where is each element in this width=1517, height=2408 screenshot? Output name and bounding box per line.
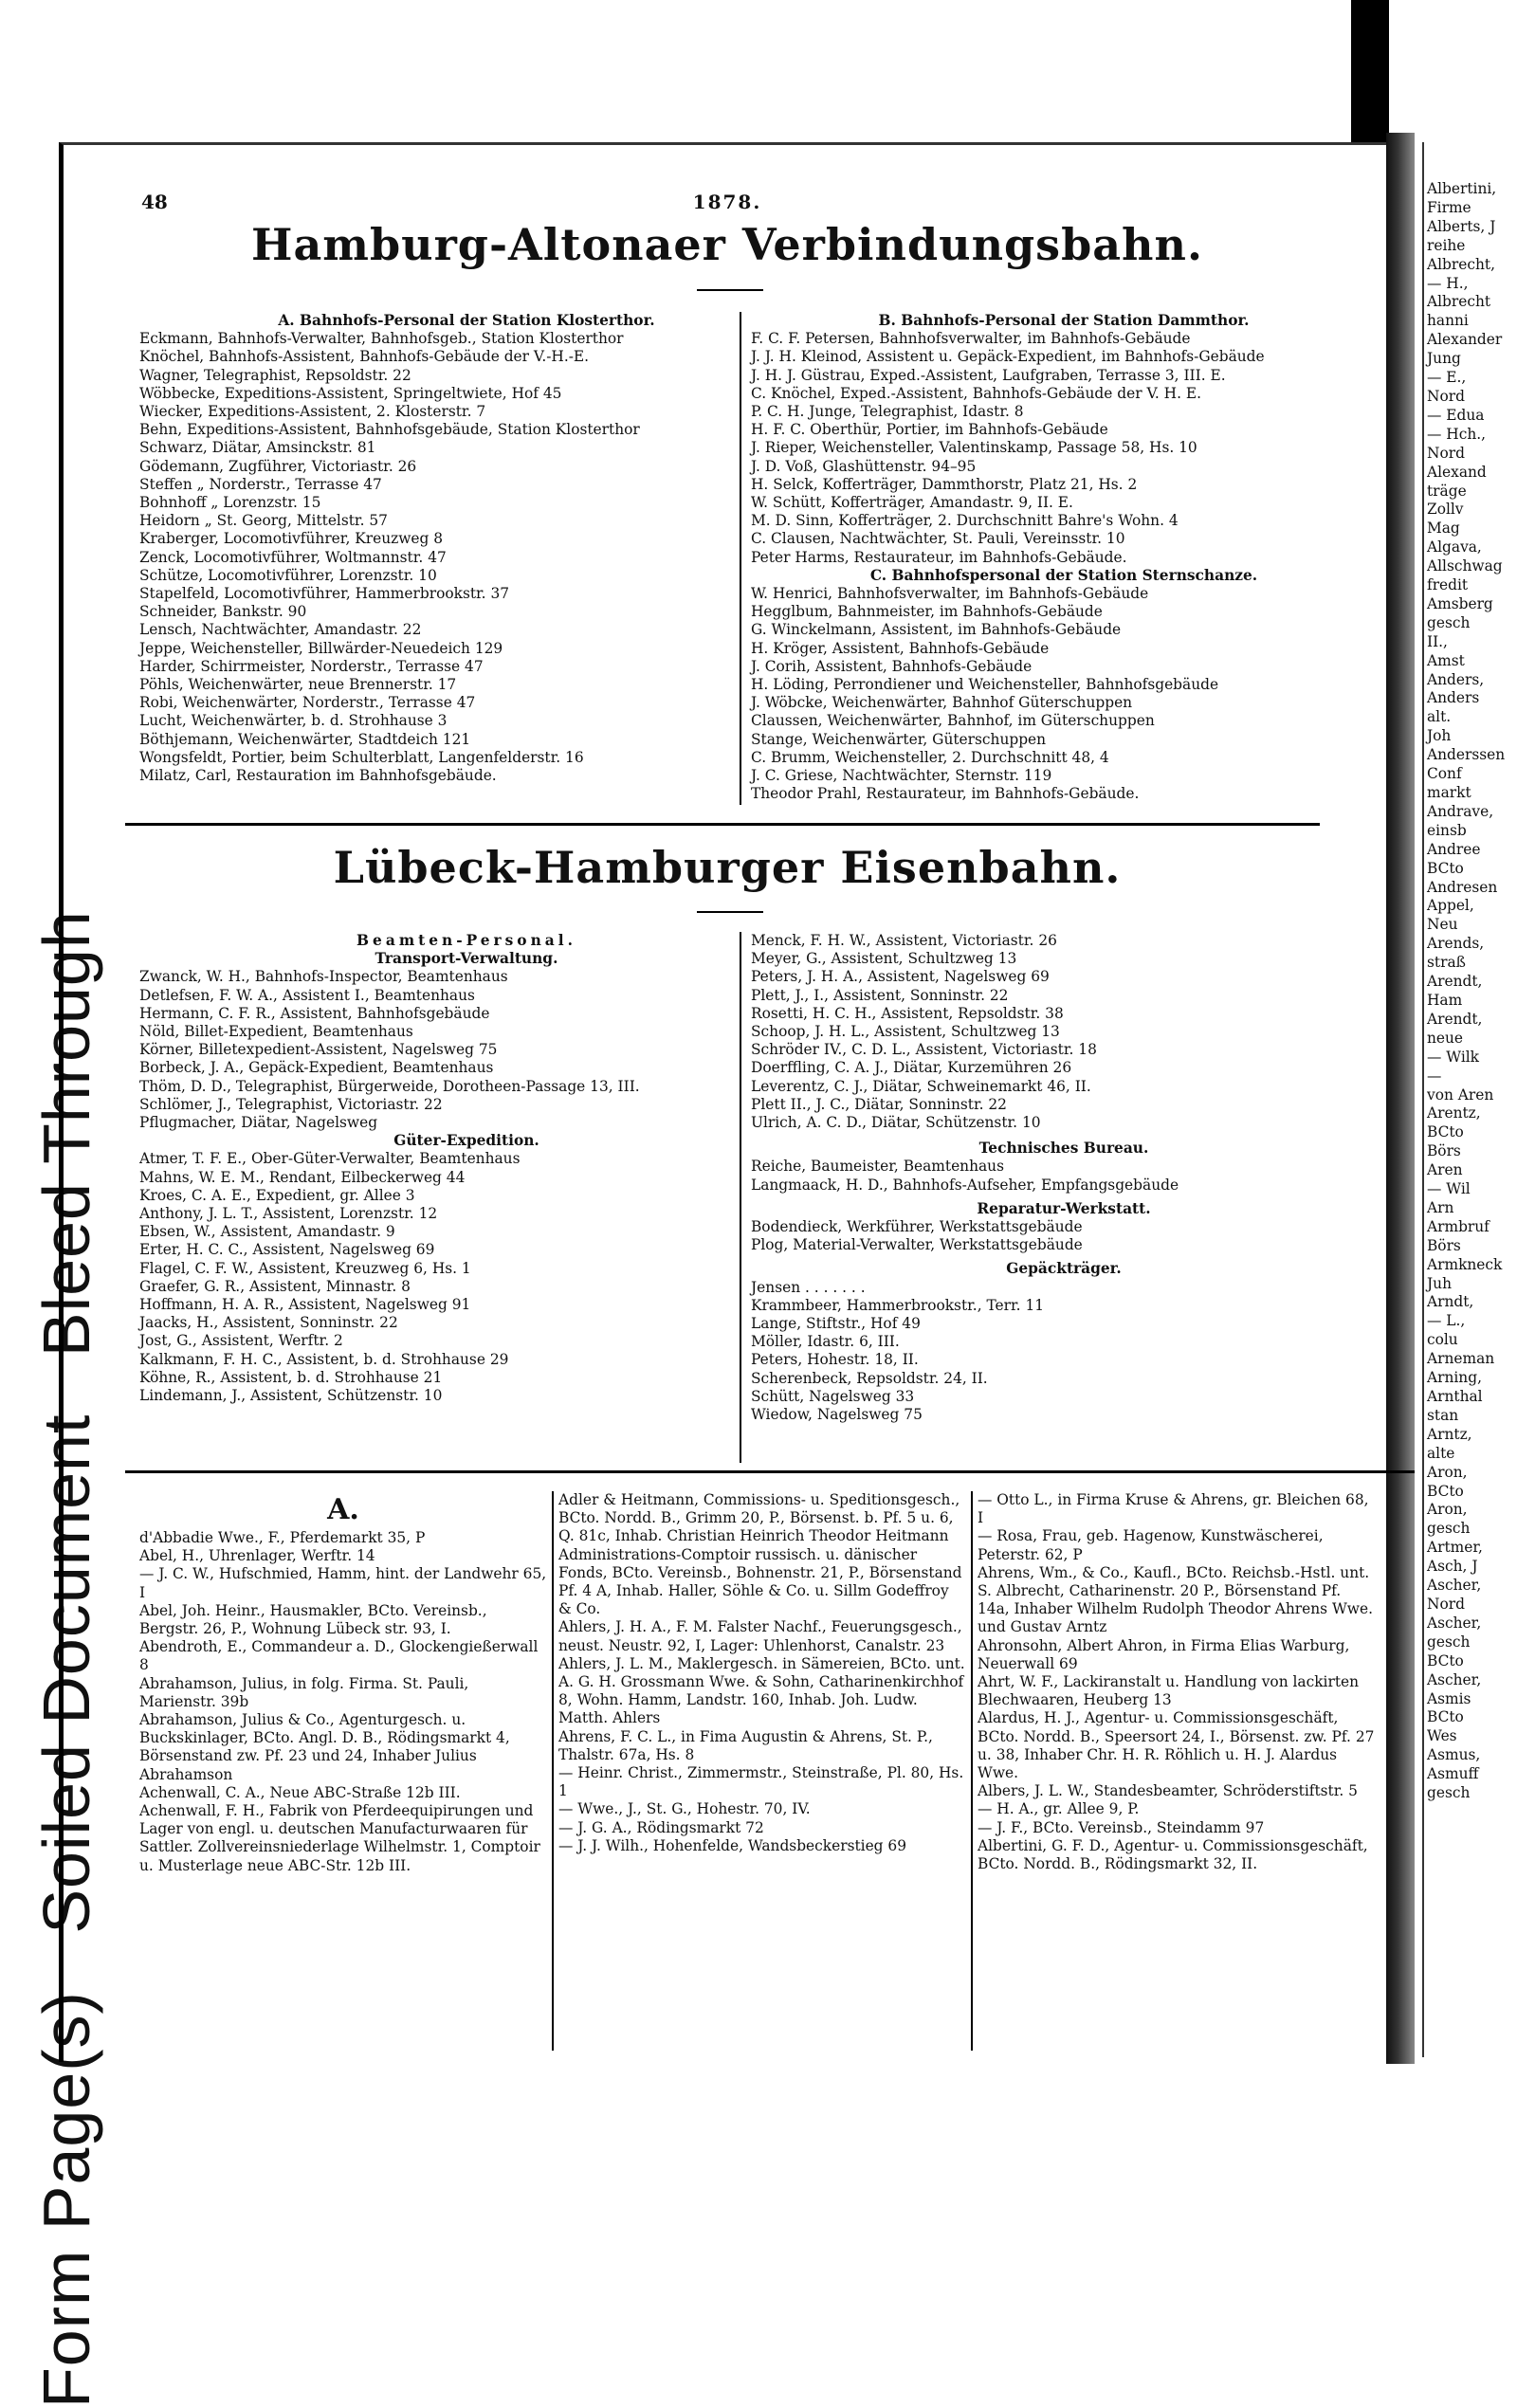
sliver-line: — Wilk (1427, 1048, 1480, 1066)
sliver-line: markt (1427, 784, 1471, 801)
sliver-line: Neu (1427, 916, 1458, 934)
section-rule-2 (125, 1470, 1415, 1473)
title-verbindungsbahn: Hamburg-Altonaer Verbindungsbahn. (251, 219, 1203, 270)
entry-line: Schlömer, J., Telegraphist, Victoriastr. 22 (139, 1095, 443, 1113)
entry-line: Hegglbum, Bahnmeister, im Bahnhofs-Gebäude (751, 603, 1103, 621)
transport-list (139, 968, 794, 1132)
luebeck-left (139, 932, 794, 1405)
directory-entry: d'Abbadie Wwe., F., Pferdemarkt 35, P (139, 1529, 426, 1546)
sliver-line: Andresen (1427, 878, 1498, 896)
sliver-line: Alexand (1427, 463, 1487, 481)
entry-line: J. Rieper, Weichensteller, Valentinskamp, Passage 58, Hs. 10 (751, 439, 1197, 457)
tech-heading: Technisches Bureau. (978, 1140, 1149, 1158)
entry-line: Eckmann, Bahnhofs-Verwalter, Bahnhofsgeb., Station Klosterthor (139, 330, 624, 348)
section-a-heading: A. Bahnhofs-Personal der Station Klosterthor. (278, 312, 655, 329)
entry-line: H. F. C. Oberthür, Portier, im Bahnhofs-Gebäude (751, 421, 1108, 439)
section-rule-1 (125, 823, 1320, 826)
section-c-heading: C. Bahnhofspersonal der Station Sternschanze. (869, 566, 1258, 584)
directory-col-2 (558, 1491, 966, 1855)
sliver-line: Joh (1427, 727, 1452, 745)
entry-line: Gödemann, Zugführer, Victoriastr. 26 (139, 457, 417, 475)
sliver-line: BCto (1427, 1123, 1464, 1141)
entry-line: Pöhls, Weichenwärter, neue Brennerstr. 17 (139, 676, 457, 694)
sliver-line: neue (1427, 1029, 1464, 1047)
directory-entry: Abel, Joh. Heinr., Hausmakler, BCto. Vereinsb., Bergstr. 26, P., Wohnung Lübeck str. 93, I. (139, 1601, 487, 1638)
gep-heading: Gepäckträger. (1006, 1260, 1122, 1278)
entry-line: Wongsfeldt, Portier, beim Schulterblatt, Langenfelderstr. 16 (139, 748, 584, 766)
directory-entry: Ahrens, F. C. L., in Fima Augustin & Ahrens, St. P., Thalstr. 67a, Hs. 8 (558, 1727, 933, 1763)
sliver-line: Ascher, (1427, 1577, 1482, 1595)
entry-line: Lucht, Weichenwärter, b. d. Strohhause 3 (139, 712, 448, 730)
entry-line: F. C. F. Petersen, Bahnhofsverwalter, im Bahnhofs-Gebäude (751, 330, 1191, 348)
directory-entry: Adler & Heitmann, Commissions- u. Speditionsgesch., BCto. Nordd. B., Grimm 20, P., Börsenst. b. Pf. 5 u. 6, Q. 81c, Inhab. Christian Heinrich Theodor Heitmann (558, 1491, 960, 1545)
sliver-line: Arnthal (1427, 1388, 1483, 1405)
section-a-list (139, 330, 794, 785)
directory-entry: Abrahamson, Julius & Co., Agenturgesch. u. Buckskinlager, BCto. Angl. D. B., Rödingsmarkt 4, Börsenstand zw. Pf. 23 und 24, Inhaber Julius Abrahamson (139, 1711, 510, 1783)
sliver-line: Andrave, (1427, 802, 1494, 820)
entry-line: Milatz, Carl, Restauration im Bahnhofsgebäude. (139, 767, 497, 785)
sliver-line: Arn (1427, 1198, 1454, 1216)
rep-list (751, 1218, 1377, 1254)
sliver-line: Alexander (1427, 331, 1503, 349)
directory-entry: — Wwe., J., St. G., Hohestr. 70, IV. (558, 1800, 811, 1818)
entry-line: J. J. H. Kleinod, Assistent u. Gepäck-Expedient, im Bahnhofs-Gebäude (751, 348, 1265, 366)
entry-line: Zwanck, W. H., Bahnhofs-Inspector, Beamtenhaus (139, 968, 508, 986)
beamten-heading: Beamten-Personal. (356, 932, 576, 949)
sliver-line: Ascher, (1427, 1670, 1482, 1688)
entry-line: Hermann, C. F. R., Assistent, Bahnhofsgebäude (139, 1004, 490, 1022)
directory-entry: Achenwall, F. H., Fabrik von Pferdeequipirungen und Lager von engl. u. deutschen Manufacturwaaren für Sattler. Zollvereinsniederlage Wilhelmstr. 1, Comptoir u. Musterlage neue ABC-Str. 12b III. (139, 1802, 540, 1874)
directory-entry: Ahlers, J. L. M., Maklergesch. in Sämereien, BCto. unt. A. G. H. Grossmann Wwe. & Sohn, Catharinenkirchhof 8, Wohn. Hamm, Landstr. 160, Inhab. Joh. Ludw. Matth. Ahlers (558, 1654, 965, 1727)
entry-line: Heidorn „ St. Georg, Mittelstr. 57 (139, 512, 388, 530)
sliver-line: Arentz, (1427, 1104, 1481, 1122)
sliver-line: Ham (1427, 991, 1463, 1009)
sliver-line: Arendt, (1427, 973, 1483, 991)
sliver-line: Conf (1427, 765, 1462, 783)
sliver-line: — Hch., (1427, 425, 1487, 443)
sliver-line: von Aren (1427, 1085, 1494, 1104)
directory-entry: — J. C. W., Hufschmied, Hamm, hint. der Landwehr 65, I (139, 1565, 547, 1601)
entry-line: Scherenbeck, Repsoldstr. 24, II. (751, 1369, 988, 1387)
sliver-line: BCto (1427, 859, 1464, 877)
document-page (59, 142, 1386, 2062)
directory-col-3 (978, 1491, 1376, 1873)
sliver-line: Juh (1427, 1274, 1452, 1292)
section-a (139, 312, 794, 785)
sliver-line: Aren (1427, 1161, 1463, 1179)
page-gutter-shadow (1386, 133, 1415, 2064)
sliver-line: Alberts, J (1427, 217, 1496, 235)
entry-line: H. Selck, Kofferträger, Dammthorstr, Platz 21, Hs. 2 (751, 475, 1138, 493)
directory-entry: Abendroth, E., Commandeur a. D., Glockengießerwall 8 (139, 1638, 539, 1674)
entry-line: Schütt, Nagelsweg 33 (751, 1387, 915, 1405)
entry-line: Böthjemann, Weichenwärter, Stadtdeich 121 (139, 730, 471, 748)
entry-line: Schütze, Locomotivführer, Lorenzstr. 10 (139, 566, 437, 584)
sliver-line: BCto (1427, 1651, 1464, 1669)
page-year: 1878. (692, 191, 762, 213)
directory-list-3 (978, 1491, 1376, 1873)
watermark-soiled: Soiled Document (29, 1414, 103, 1934)
entry-line: C. Clausen, Nachtwächter, St. Pauli, Vereinsstr. 10 (751, 530, 1125, 548)
directory-entry: Ahrt, W. F., Lackiranstalt u. Handlung von lackirten Blechwaaren, Heuberg 13 (978, 1673, 1360, 1709)
entry-line: Ebsen, W., Assistent, Amandastr. 9 (139, 1223, 395, 1241)
sliver-line: gesch (1427, 1520, 1471, 1538)
entry-line: Schwarz, Diätar, Amsinckstr. 81 (139, 439, 376, 457)
luebeck-right (751, 932, 1377, 1424)
entry-line: Langmaack, H. D., Bahnhofs-Aufseher, Empfangsgebäude (751, 1176, 1179, 1194)
entry-line: Schoop, J. H. L., Assistent, Schultzweg 13 (751, 1023, 1060, 1041)
directory-entry: Ahronsohn, Albert Ahron, in Firma Elias Warburg, Neuerwall 69 (978, 1636, 1350, 1672)
sliver-line: gesch (1427, 1633, 1471, 1651)
sliver-line: colu (1427, 1331, 1458, 1349)
entry-line: Meyer, G., Assistent, Schultzweg 13 (751, 950, 1017, 968)
entry-line: Wagner, Telegraphist, Repsoldstr. 22 (139, 366, 411, 384)
title-luebeck: Lübeck-Hamburger Eisenbahn. (333, 842, 1122, 893)
entry-line: Leverentz, C. J., Diätar, Schweinemarkt 46, II. (751, 1077, 1091, 1095)
entry-line: H. Löding, Perrondiener und Weichensteller, Bahnhofsgebäude (751, 676, 1219, 694)
entry-line: Graefer, G. R., Assistent, Minnastr. 8 (139, 1277, 411, 1295)
entry-line: Peter Harms, Restaurateur, im Bahnhofs-Gebäude. (751, 548, 1127, 566)
directory-entry: Administrations-Comptoir russisch. u. dänischer Fonds, BCto. Vereinsb., Bohnenstr. 21, P., Börsenstand Pf. 4 A, Inhab. Haller, Söhle & Co. u. Sillm Godeffroy & Co. (558, 1545, 962, 1618)
entry-line: J. D. Voß, Glashüttenstr. 94–95 (751, 457, 977, 475)
entry-line: M. D. Sinn, Kofferträger, 2. Durchschnitt Bahre's Wohn. 4 (751, 512, 1179, 530)
sliver-line: BCto (1427, 1482, 1464, 1500)
section-b (751, 312, 1377, 803)
entry-line: J. Wöbcke, Weichenwärter, Bahnhof Güterschuppen (751, 694, 1133, 712)
assistant-list (751, 932, 1377, 1132)
sliver-line: Ascher, (1427, 1614, 1482, 1632)
directory-entry: Abrahamson, Julius, in folg. Firma. St. Pauli, Marienstr. 39b (139, 1674, 469, 1710)
tech-list (751, 1158, 1377, 1194)
entry-line: Jost, G., Assistent, Werftr. 2 (139, 1332, 343, 1350)
sliver-line: gesch (1427, 1784, 1471, 1802)
entry-line: H. Kröger, Assistent, Bahnhofs-Gebäude (751, 639, 1050, 657)
gueter-heading: Güter-Expedition. (393, 1132, 539, 1150)
sliver-line: Nord (1427, 387, 1465, 405)
directory-entry: — Heinr. Christ., Zimmermstr., Steinstraße, Pl. 80, Hs. 1 (558, 1764, 964, 1800)
directory-entry: — J. J. Wilh., Hohenfelde, Wandsbeckerstieg 69 (558, 1836, 907, 1854)
sliver-line: Albrecht (1427, 293, 1491, 311)
next-page-edge (1422, 142, 1424, 2057)
entry-line: Wiecker, Expeditions-Assistent, 2. Klosterstr. 7 (139, 403, 486, 421)
transport-heading: Transport-Verwaltung. (375, 950, 558, 968)
entry-line: Stange, Weichenwärter, Güterschuppen (751, 730, 1047, 748)
entry-line: Claussen, Weichenwärter, Bahnhof, im Güterschuppen (751, 712, 1155, 730)
entry-line: Köhne, R., Assistent, b. d. Strohhause 21 (139, 1368, 443, 1386)
entry-line: Borbeck, J. A., Gepäck-Expedient, Beamtenhaus (139, 1059, 494, 1077)
sliver-line: — E., (1427, 369, 1467, 387)
directory-entry: — J. F., BCto. Vereinsb., Steindamm 97 (978, 1818, 1265, 1836)
page-number: 48 (141, 191, 168, 213)
entry-line: Körner, Billetexpedient-Assistent, Nagelsweg 75 (139, 1041, 498, 1059)
watermark-bleed: Bleed Through (29, 910, 103, 1358)
entry-line: Jaacks, H., Assistent, Sonninstr. 22 (139, 1314, 398, 1332)
gueter-list (139, 1150, 794, 1405)
directory-entry: Alardus, H. J., Agentur- u. Commissionsgeschäft, BCto. Nordd. B., Speersort 24, I., Börsenst. zw. Pf. 27 u. 38, Inhaber Chr. H. R. Röhlich u. H. J. Alardus Wwe. (978, 1709, 1375, 1782)
sliver-line: Asmus, (1427, 1746, 1481, 1764)
sliver-line: fredit (1427, 576, 1469, 594)
entry-line: Bodendieck, Werkführer, Werkstattsgebäude (751, 1218, 1083, 1236)
sliver-line: Albertini, (1427, 180, 1497, 197)
sliver-line: — (1427, 1067, 1442, 1085)
section-c-list (751, 585, 1377, 803)
entry-line: J. H. J. Güstrau, Exped.-Assistent, Laufgraben, Terrasse 3, III. E. (751, 366, 1226, 384)
entry-line: Jeppe, Weichensteller, Billwärder-Neuedeich 129 (139, 639, 503, 657)
entry-line: Menck, F. H. W., Assistent, Victoriastr. 26 (751, 932, 1057, 949)
watermark-form-pages: Form Page(s) (29, 1991, 103, 2408)
sliver-line: Arendt, (1427, 1010, 1483, 1028)
entry-line: Hoffmann, H. A. R., Assistent, Nagelsweg 91 (139, 1296, 471, 1314)
sliver-line: Arning, (1427, 1369, 1482, 1387)
column-divider-mid (740, 932, 741, 1463)
sliver-line: Artmer, (1427, 1539, 1483, 1557)
entry-line: Anthony, J. L. T., Assistent, Lorenzstr. 12 (139, 1205, 438, 1223)
entry-line: Bohnhoff „ Lorenzstr. 15 (139, 494, 321, 512)
entry-line: Lensch, Nachtwächter, Amandastr. 22 (139, 621, 422, 639)
directory-entry: — H. A., gr. Allee 9, P. (978, 1800, 1140, 1818)
sliver-line: alt. (1427, 708, 1452, 726)
entry-line: Jensen . . . . . . . (751, 1278, 866, 1296)
entry-line: J. Corih, Assistent, Bahnhofs-Gebäude (751, 657, 1033, 675)
directory-entry: — Rosa, Frau, geb. Hagenow, Kunstwäscherei, Peterstr. 62, P (978, 1527, 1324, 1563)
entry-line: Ulrich, A. C. D., Diätar, Schützenstr. 10 (751, 1114, 1041, 1132)
entry-line: Robi, Weichenwärter, Norderstr., Terrasse 47 (139, 694, 476, 712)
directory-list-2 (558, 1491, 966, 1855)
sliver-line: Amsberg (1427, 594, 1493, 612)
gep-list (751, 1279, 1377, 1425)
entry-line: C. Knöchel, Exped.-Assistent, Bahnhofs-Gebäude der V. H. E. (751, 384, 1201, 402)
entry-line: Zenck, Locomotivführer, Woltmannstr. 47 (139, 548, 447, 566)
entry-line: Lindemann, J., Assistent, Schützenstr. 10 (139, 1387, 443, 1405)
entry-line: Pflugmacher, Diätar, Nagelsweg (139, 1114, 378, 1132)
sliver-line: Anders, (1427, 670, 1485, 688)
sliver-line: Asmis (1427, 1689, 1471, 1707)
entry-line: P. C. H. Junge, Telegraphist, Idastr. 8 (751, 403, 1024, 421)
entry-line: Atmer, T. F. E., Ober-Güter-Verwalter, Beamtenhaus (139, 1150, 521, 1168)
entry-line: Schneider, Bankstr. 90 (139, 603, 307, 621)
entry-line: W. Henrici, Bahnhofsverwalter, im Bahnhofs-Gebäude (751, 585, 1149, 603)
entry-line: W. Schütt, Kofferträger, Amandastr. 9, II. E. (751, 494, 1073, 512)
directory-entry: Achenwall, C. A., Neue ABC-Straße 12b III. (139, 1783, 461, 1801)
sliver-line: — Wil (1427, 1180, 1471, 1198)
entry-line: Peters, J. H. A., Assistent, Nagelsweg 69 (751, 968, 1050, 986)
entry-line: Rosetti, H. C. H., Assistent, Repsoldstr. 38 (751, 1004, 1064, 1022)
sliver-line: Arneman (1427, 1350, 1495, 1368)
entry-line: Wiedow, Nagelsweg 75 (751, 1406, 923, 1424)
dir-divider-2 (971, 1491, 973, 2051)
entry-line: Behn, Expeditions-Assistent, Bahnhofsgebäude, Station Klosterthor (139, 421, 640, 439)
entry-line: Harder, Schirrmeister, Norderstr., Terrasse 47 (139, 657, 484, 675)
entry-line: Nöld, Billet-Expedient, Beamtenhaus (139, 1023, 413, 1041)
sliver-line: Arntz, (1427, 1425, 1472, 1443)
entry-line: Plett, J., I., Assistent, Sonninstr. 22 (751, 986, 1009, 1004)
sliver-line: Algava, (1427, 538, 1482, 556)
sliver-line: Wes (1427, 1727, 1457, 1745)
entry-line: Kalkmann, F. H. C., Assistent, b. d. Strohhause 29 (139, 1350, 509, 1368)
scan-black-bar (1351, 0, 1389, 142)
sliver-line: — H., (1427, 274, 1469, 292)
sliver-line: Anders (1427, 689, 1480, 707)
entry-line: Mahns, W. E. M., Rendant, Eilbeckerweg 44 (139, 1168, 466, 1186)
entry-line: Flagel, C. F. W., Assistent, Kreuzweg 6, Hs. 1 (139, 1259, 471, 1277)
entry-line: Erter, H. C. C., Assistent, Nagelsweg 69 (139, 1241, 435, 1259)
sliver-line: Börs (1427, 1142, 1461, 1160)
title-rule-2 (697, 911, 763, 913)
scan-margin (0, 0, 1517, 133)
sliver-line: Amst (1427, 651, 1465, 669)
entry-line: Thöm, D. D., Telegraphist, Bürgerweide, Dorotheen-Passage 13, III. (139, 1077, 640, 1095)
entry-line: Kroes, C. A. E., Expedient, gr. Allee 3 (139, 1186, 415, 1204)
dir-divider-1 (552, 1491, 554, 2051)
sliver-line: Asmuff (1427, 1765, 1479, 1783)
sliver-list (1427, 180, 1517, 1803)
section-b-list (751, 330, 1377, 567)
sliver-line: Mag (1427, 520, 1460, 538)
directory-entry: Abel, H., Uhrenlager, Werftr. 14 (139, 1547, 375, 1565)
entry-line: J. C. Griese, Nachtwächter, Sternstr. 119 (751, 767, 1052, 785)
directory-entry: Albers, J. L. W., Standesbeamter, Schröderstiftstr. 5 (978, 1782, 1358, 1800)
title-rule-1 (697, 289, 763, 291)
directory-letter: A. (327, 1493, 359, 1526)
entry-line: Kraberger, Locomotivführer, Kreuzweg 8 (139, 530, 444, 548)
sliver-line: Armbruf (1427, 1217, 1490, 1235)
sliver-line: Aron, (1427, 1501, 1468, 1519)
directory-col-1 (139, 1491, 547, 1875)
sliver-line: Arndt, (1427, 1293, 1474, 1311)
entry-line: Knöchel, Bahnhofs-Assistent, Bahnhofs-Gebäude der V.-H.-E. (139, 348, 590, 366)
sliver-line: Albrecht, (1427, 255, 1495, 273)
directory-entry: Ahrens, Wm., & Co., Kaufl., BCto. Reichsb.-Hstl. unt. S. Albrecht, Catharinenstr. 20 P., Börsenstand Pf. 14a, Inhaber Wilhelm Rudolph Theodor Ahrens Wwe. und Gustav Arntz (978, 1563, 1373, 1636)
entry-line: G. Winckelmann, Assistent, im Bahnhofs-Gebäude (751, 621, 1122, 639)
sliver-line: hanni (1427, 312, 1469, 330)
sliver-line: straß (1427, 954, 1466, 972)
sliver-line: reihe (1427, 236, 1466, 254)
entry-line: Krammbeer, Hammerbrookstr., Terr. 11 (751, 1296, 1045, 1314)
entry-line: Lange, Stiftstr., Hof 49 (751, 1315, 921, 1333)
directory-entry: — Otto L., in Firma Kruse & Ahrens, gr. Bleichen 68, I (978, 1491, 1369, 1527)
entry-line: Schröder IV., C. D. L., Assistent, Victoriastr. 18 (751, 1041, 1097, 1059)
sliver-line: Jung (1427, 350, 1461, 368)
entry-line: Doerffling, C. A. J., Diätar, Kurzemühren 26 (751, 1059, 1072, 1077)
entry-line: Plett II., J. C., Diätar, Sonninstr. 22 (751, 1095, 1007, 1113)
sliver-line: — L., (1427, 1312, 1466, 1330)
sliver-line: stan (1427, 1406, 1459, 1424)
entry-line: Möller, Idastr. 6, III. (751, 1333, 900, 1351)
sliver-line: Nord (1427, 444, 1465, 462)
sliver-line: Appel, (1427, 897, 1474, 915)
sliver-line: Armkneck (1427, 1255, 1503, 1273)
directory-entry: — J. G. A., Rödingsmarkt 72 (558, 1818, 764, 1836)
sliver-line: Zollv (1427, 501, 1464, 519)
entry-line: Stapelfeld, Locomotivführer, Hammerbrookstr. 37 (139, 585, 510, 603)
sliver-line: Nord (1427, 1595, 1465, 1613)
sliver-line: Anderssen (1427, 746, 1506, 764)
sliver-line: gesch (1427, 613, 1471, 631)
sliver-line: Andree (1427, 840, 1481, 858)
rep-heading: Reparatur-Werkstatt. (977, 1199, 1151, 1217)
entry-line: C. Brumm, Weichensteller, 2. Durchschnitt 48, 4 (751, 748, 1109, 766)
column-divider-top (740, 312, 741, 805)
entry-line: Theodor Prahl, Restaurateur, im Bahnhofs-Gebäude. (751, 785, 1140, 803)
sliver-line: II., (1427, 632, 1448, 650)
entry-line: Detlefsen, F. W. A., Assistent I., Beamtenhaus (139, 986, 475, 1004)
sliver-line: — Edua (1427, 406, 1485, 424)
sliver-line: einsb (1427, 821, 1467, 839)
sliver-line: träge (1427, 482, 1467, 500)
entry-line: Wöbbecke, Expeditions-Assistent, Springeltwiete, Hof 45 (139, 384, 562, 402)
directory-entry: Albertini, G. F. D., Agentur- u. Commissionsgeschäft, BCto. Nordd. B., Rödingsmarkt 32, II. (978, 1836, 1368, 1873)
directory-list-1 (139, 1529, 547, 1875)
next-page-sliver (1427, 180, 1517, 1803)
sliver-line: Arends, (1427, 935, 1485, 953)
sliver-line: BCto (1427, 1708, 1464, 1726)
sliver-line: Aron, (1427, 1463, 1468, 1481)
entry-line: Steffen „ Norderstr., Terrasse 47 (139, 475, 382, 493)
entry-line: Peters, Hohestr. 18, II. (751, 1351, 919, 1369)
sliver-line: Börs (1427, 1236, 1461, 1254)
entry-line: Plog, Material-Verwalter, Werkstattsgebäude (751, 1236, 1083, 1254)
section-b-heading: B. Bahnhofs-Personal der Station Dammthor. (878, 312, 1250, 329)
sliver-line: alte (1427, 1444, 1455, 1462)
sliver-line: Asch, J (1427, 1558, 1478, 1576)
sliver-line: Allschwag (1427, 557, 1503, 575)
entry-line: Reiche, Baumeister, Beamtenhaus (751, 1158, 1004, 1176)
sliver-line: Firme (1427, 198, 1471, 216)
directory-entry: Ahlers, J. H. A., F. M. Falster Nachf., Feuerungsgesch., neust. Neustr. 92, I, Lager: Uhlenhorst, Canalstr. 23 (558, 1618, 962, 1654)
